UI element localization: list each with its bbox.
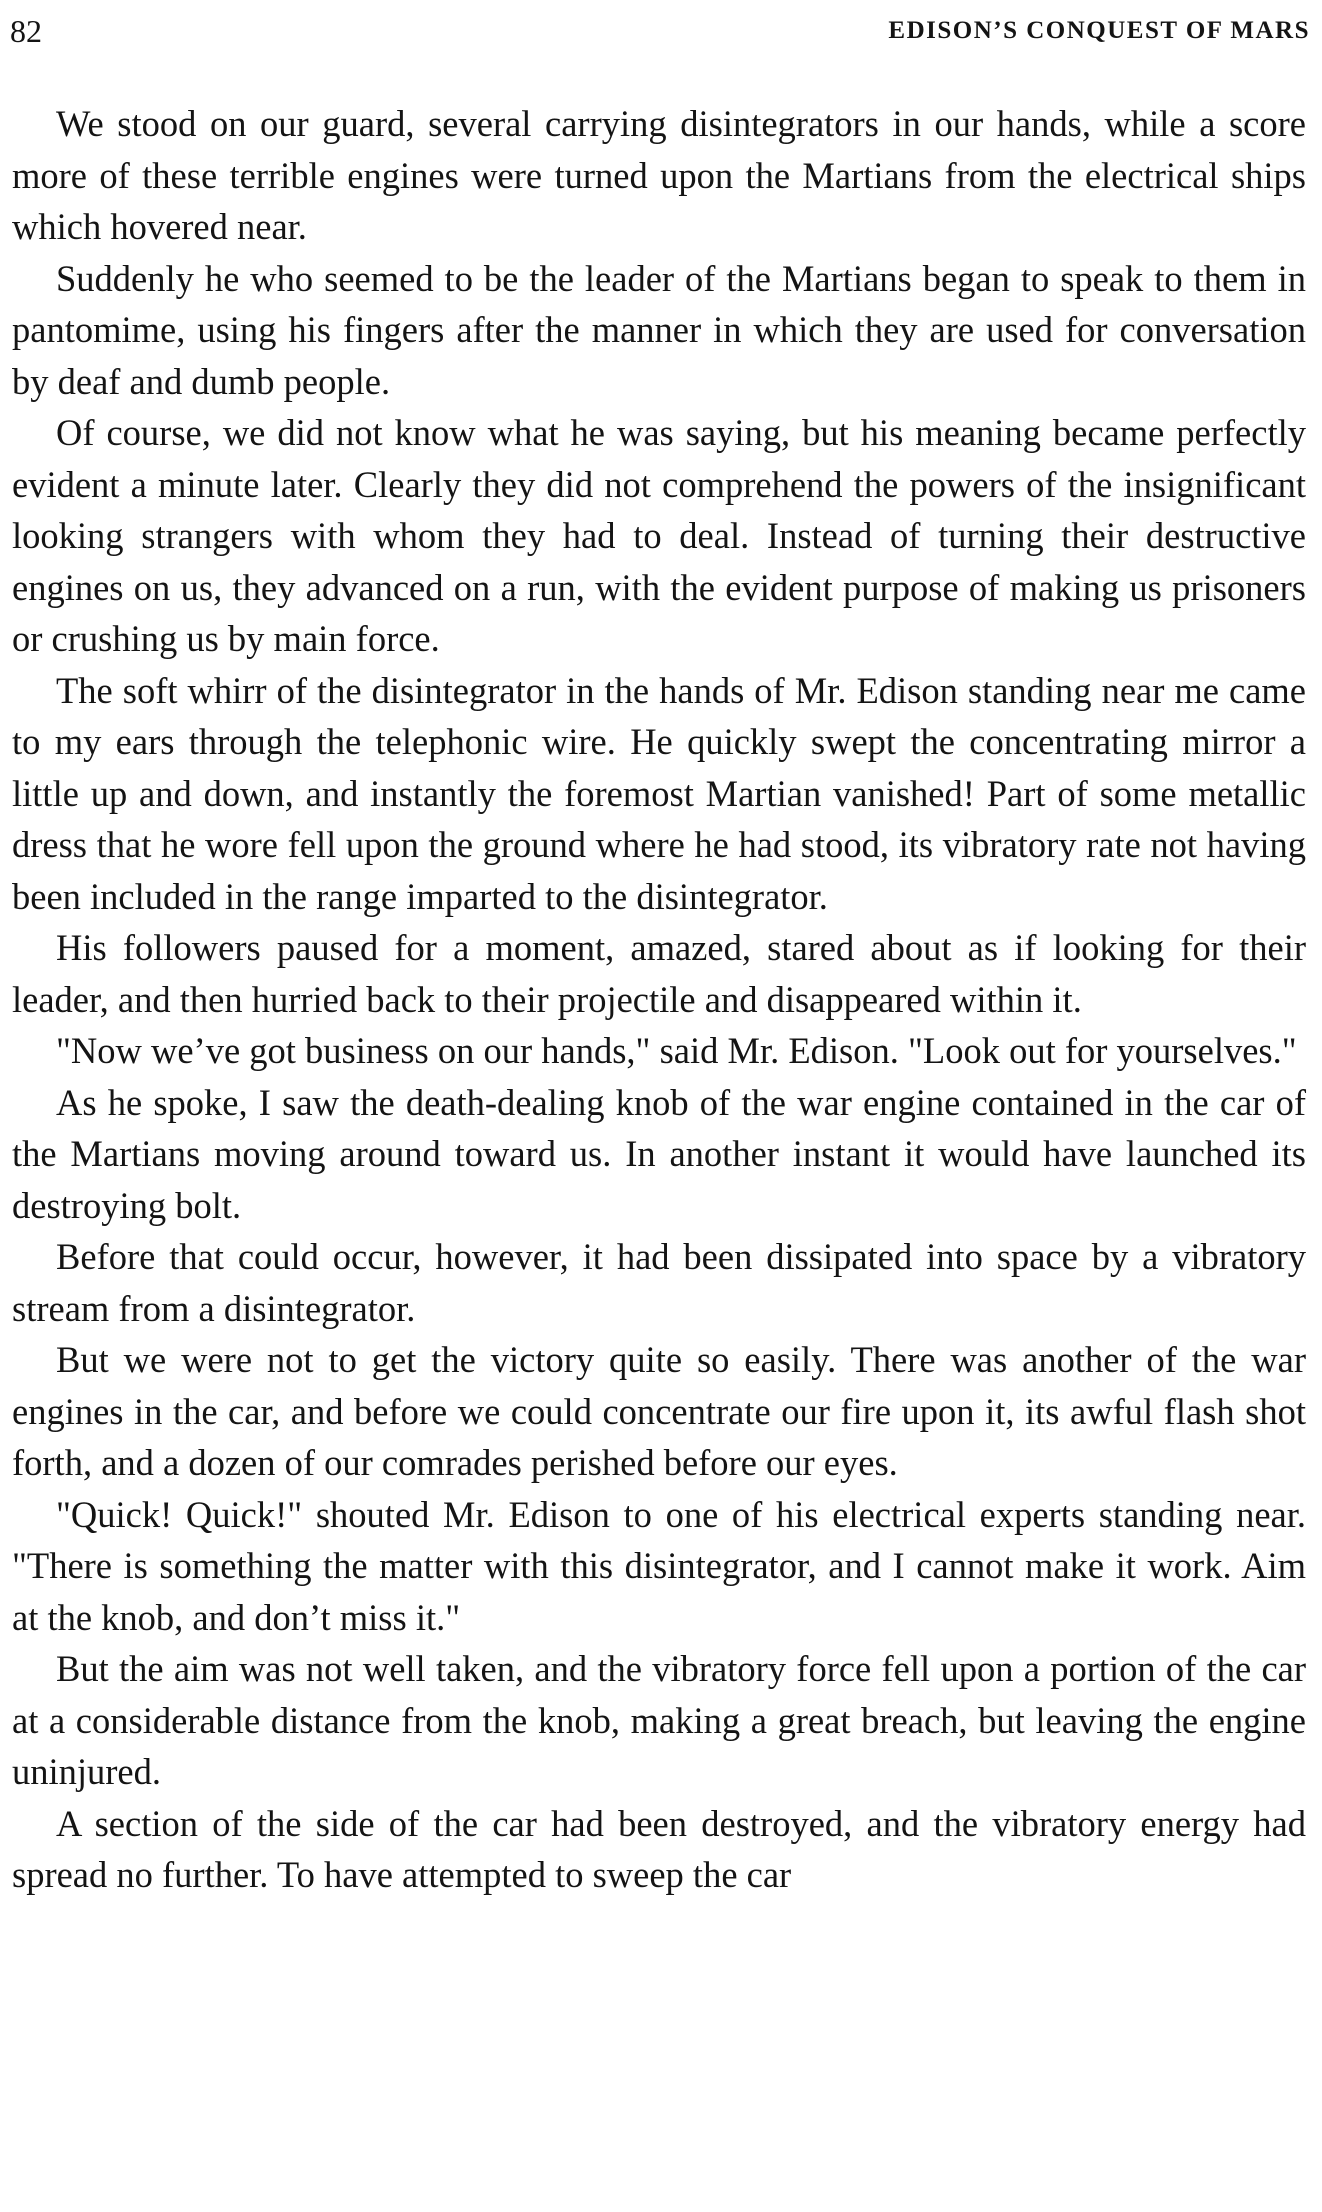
paragraph-5: His followers paused for a moment, amazed, stared about as if looking for their leader, and then hurried back to their projectile and disappeared within it.: [12, 927, 1306, 1020]
page-header: [10, 8, 1310, 54]
paragraph-9: But we were not to get the victory quite so easily. There was another of the war engines in the car, and before we could concentrate our fire upon it, its awful flash shot forth, and a dozen of our comrades perished before our eyes.: [12, 1339, 1306, 1483]
paragraph-7: As he spoke, I saw the death-dealing knob of the war engine contained in the car of the Martians moving around toward us. In another instant it would have launched its destroying bolt.: [12, 1081, 1306, 1226]
paragraph-4: The soft whirr of the disintegrator in the hands of Mr. Edison standing near me came to my ears through the telephonic wire. He quickly swept the concentrating mirror a little up and down, and instantly the foremost Martian vanished! Part of some metallic dress that he wore fell upon the ground where he had stood, its vibratory rate not having been included in the range imparted to the disintegrator.: [12, 669, 1306, 917]
paragraph-12: A section of the side of the car had been destroyed, and the vibratory energy had spread no further. To have attempted to sweep the car: [12, 1802, 1306, 1895]
paragraph-2: Suddenly he who seemed to be the leader of the Martians began to speak to them in pantomime, using his fingers after the manner in which they are used for conversation by deaf and dumb people.: [12, 257, 1306, 402]
paragraph-6: "Now we’ve got business on our hands," said Mr. Edison. "Look out for yourselves.": [56, 1030, 1297, 1071]
running-head: EDISON’S CONQUEST OF MARS: [888, 17, 1310, 44]
paragraph-8: Before that could occur, however, it had been dissipated into space by a vibratory stream from a disintegrator.: [12, 1236, 1306, 1329]
body-text: [12, 98, 1306, 1901]
paragraph-3: Of course, we did not know what he was saying, but his meaning became perfectly evident a minute later. Clearly they did not comprehend the powers of the insignificant looking strangers with whom they had to deal. Instead of turning their destructive engines on us, they advanced on a run, with the evident purpose of making us prisoners or crushing us by main force.: [12, 412, 1306, 659]
page-number: 82: [10, 13, 42, 49]
paragraph-1: We stood on our guard, several carrying disintegrators in our hands, while a score more of these terrible engines were turned upon the Martians from the electrical ships which hovered near.: [12, 103, 1306, 247]
paragraph-11: But the aim was not well taken, and the vibratory force fell upon a portion of the car at a considerable distance from the knob, making a great breach, but leaving the engine uninjured.: [12, 1648, 1306, 1792]
paragraph-10: "Quick! Quick!" shouted Mr. Edison to one of his electrical experts standing near. "There is something the matter with this disintegrator, and I cannot make it work. Aim at the knob, and don’t miss it.": [12, 1493, 1306, 1638]
